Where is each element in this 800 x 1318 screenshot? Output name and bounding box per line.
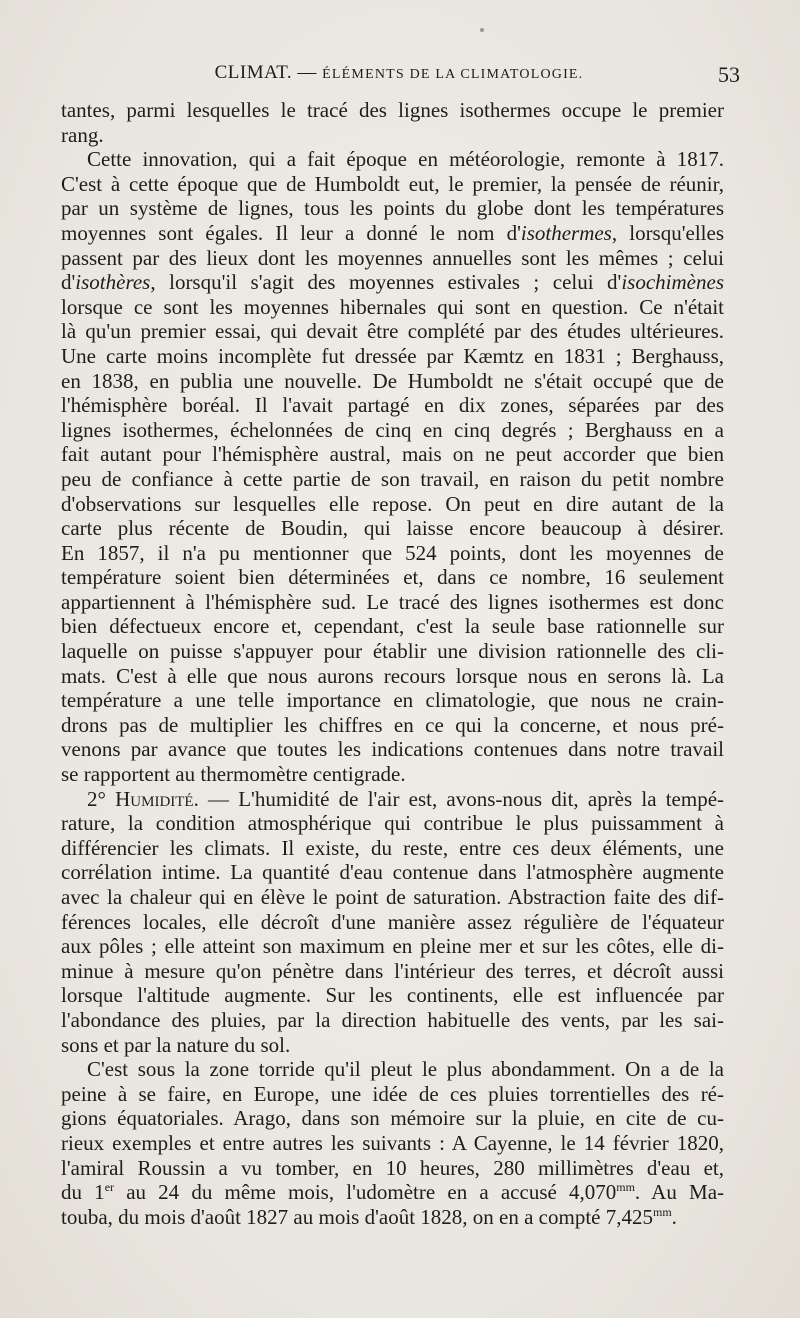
line-text: d'observations sur lesquelles elle repose. On peut en dire autant de la [61,491,724,516]
line-text: là qu'un premier essai, qui devait être complété par des études ultérieures. [61,319,724,344]
line-text: avec la chaleur qui en élève le point de saturation. Abstraction faite des dif- [61,885,724,909]
text-line [61,246,724,271]
line-text: en 1838, en publia une nouvelle. De Humboldt ne s'était occupé que de [61,368,724,393]
text-line [61,811,724,836]
text-line [61,1156,724,1181]
text-line [61,639,724,664]
text-line [61,1106,724,1131]
line-text: l'amiral Roussin a vu tomber, en 10 heures, 280 millimètres d'eau et, [61,1155,724,1180]
text-line [61,787,724,812]
text-line [61,934,724,959]
line-text: différencier les climats. Il existe, du reste, entre ces deux éléments, une [61,835,724,860]
text-line [61,860,724,885]
text-line [61,1131,724,1156]
line-text: appartiennent à l'hémisphère sud. Le tracé des lignes isothermes est donc [61,589,724,614]
text-line [61,737,724,762]
italic-term: isothères [75,270,151,295]
line-text: . [671,1204,677,1229]
line-text: au 24 du même mois, l'udomètre en a accusé 4,070 [114,1180,617,1205]
line-text: d' [61,270,76,295]
line-text: férences locales, elle décroît d'une manière assez régulière de l'équateur [61,909,724,934]
text-line [61,147,724,172]
text-line [61,1180,724,1205]
text-line [61,836,724,861]
text-line [61,221,724,246]
text-line [61,541,724,566]
line-text: aux pôles ; elle atteint son maximum en pleine mer et sur les côtes, elle di- [61,934,724,959]
line-text: température a une telle importance en climatologie, que nous ne crain- [61,688,724,713]
page-number: 53 [718,62,740,87]
text-line [61,98,724,123]
line-text: — L'humidité de l'air est, avons-nous dit, après la tempé- [198,786,724,811]
line-text: du 1 [61,1180,105,1205]
line-text: sons et par la nature du sol. [61,1032,291,1057]
line-text: fait autant pour l'hémisphère austral, mais on ne peut accorder que bien [61,442,724,467]
text-line [61,590,724,615]
text-line [61,270,724,295]
text-line [61,614,724,639]
text-line [61,983,724,1008]
text-line [61,688,724,713]
text-line [61,1033,724,1058]
line-text: moyennes sont égales. Il leur a donné le nom d' [61,220,521,245]
text-line [61,123,724,148]
text-line [61,885,724,910]
text-line [61,196,724,221]
line-text: l'abondance des pluies, par la direction habituelle des vents, par les sai- [61,1007,724,1032]
line-text: bien défectueux encore et, cependant, c'est la seule base rationnelle sur [61,614,724,639]
text-line [61,1082,724,1107]
italic-term: isothermes [520,220,612,245]
text-line [61,295,724,320]
superscript: er [104,1180,115,1195]
line-text: lorsque ce sont les moyennes hibernales qui sont en question. Ce n'était [61,294,724,319]
text-line [61,1205,724,1230]
line-text: , lorsqu'il s'agit des moyennes estivales ; celui d' [150,270,622,295]
line-text: l'hémisphère boréal. Il l'avait partagé en dix zones, séparées par des [61,393,724,418]
line-text: température soient bien déterminées et, dans ce nombre, 16 seulement [61,565,724,590]
line-text: . Au Ma- [634,1180,724,1205]
line-text: minue à mesure qu'on pénètre dans l'intérieur des terres, et décroît aussi [61,958,724,983]
text-line [61,442,724,467]
text-line [61,492,724,517]
line-text: peu de confiance à cette partie de son travail, en raison du petit nombre [61,466,724,491]
line-text: peine à se faire, en Europe, une idée de ces pluies torrentielles des ré- [61,1081,724,1106]
line-text: C'est à cette époque que de Humboldt eut, le premier, la pensée de réunir, [61,171,724,196]
text-line [61,344,724,369]
line-text: carte plus récente de Boudin, qui laisse encore beaucoup à désirer. [61,516,724,541]
superscript-unit: mm [653,1204,672,1219]
text-line [61,418,724,443]
text-line [61,1008,724,1033]
line-text: laquelle on puisse s'appuyer pour établir une division rationnelle des cli- [61,639,724,664]
text-line [61,1057,724,1082]
line-text: touba, du mois d'août 1827 au mois d'août 1828, on en a compté 7,425 [61,1204,653,1229]
line-text: mats. C'est à elle que nous aurons recours lorsque nous en serons là. La [61,663,724,688]
running-title [60,62,738,84]
section-heading: Humidité. [115,786,199,811]
text-line [61,565,724,590]
line-text: lorsque l'altitude augmente. Sur les continents, elle est influencée par [61,983,724,1008]
line-text: Cette innovation, qui a fait époque en météorologie, remonte à 1817. [87,147,724,172]
line-text: corrélation intime. La quantité d'eau contenue dans l'atmosphère augmente [61,860,724,885]
text-line [61,516,724,541]
text-line [61,762,724,787]
line-text: se rapportent au thermomètre centigrade. [61,762,406,787]
line-text: lignes isothermes, échelonnées de cinq en cinq degrés ; Berghauss en a [61,417,724,442]
text-line [61,369,724,394]
line-text: , lorsqu'elles [611,220,724,245]
line-text: drons pas de multiplier les chiffres en ce qui la concerne, et nous pré- [61,712,724,737]
line-text: rieux exemples et entre autres les suivants : A Cayenne, le 14 février 1820, [61,1130,724,1155]
text-line [61,910,724,935]
line-text: rang. [61,122,104,147]
running-title-subtitle: ÉLÉMENTS DE LA CLIMATOLOGIE. [322,67,584,82]
running-header [60,62,738,94]
text-line [61,319,724,344]
line-text: gions équatoriales. Arago, dans son mémoire sur la pluie, en cite de cu- [61,1106,724,1131]
superscript-unit: mm [616,1180,635,1195]
running-title-main: CLIMAT. — [214,62,317,83]
section-number: 2° [87,786,106,811]
text-line [61,172,724,197]
line-text: rature, la condition atmosphérique qui contribue le plus puissamment à [61,811,724,836]
text-line [61,664,724,689]
line-text: tantes, parmi lesquelles le tracé des lignes isothermes occupe le premier [61,98,724,122]
text-line [61,959,724,984]
text-line [61,713,724,738]
line-text: Une carte moins incomplète fut dressée par Kæmtz en 1831 ; Berghauss, [61,343,724,368]
line-text: venons par avance que toutes les indications contenues dans notre travail [61,737,724,762]
paper-speck [480,28,484,32]
line-text: En 1857, il n'a pu mentionner que 524 points, dont les moyennes de [61,540,724,565]
line-text: par un système de lignes, tous les points du globe dont les températures [61,196,724,221]
line-text: passent par des lieux dont les moyennes annuelles sont les mêmes ; celui [61,245,724,270]
line-text: C'est sous la zone torride qu'il pleut le plus abondamment. On a de la [87,1057,724,1082]
italic-term: isochimènes [621,270,724,295]
text-line [61,393,724,418]
text-line [61,467,724,492]
body-text [61,98,724,1229]
